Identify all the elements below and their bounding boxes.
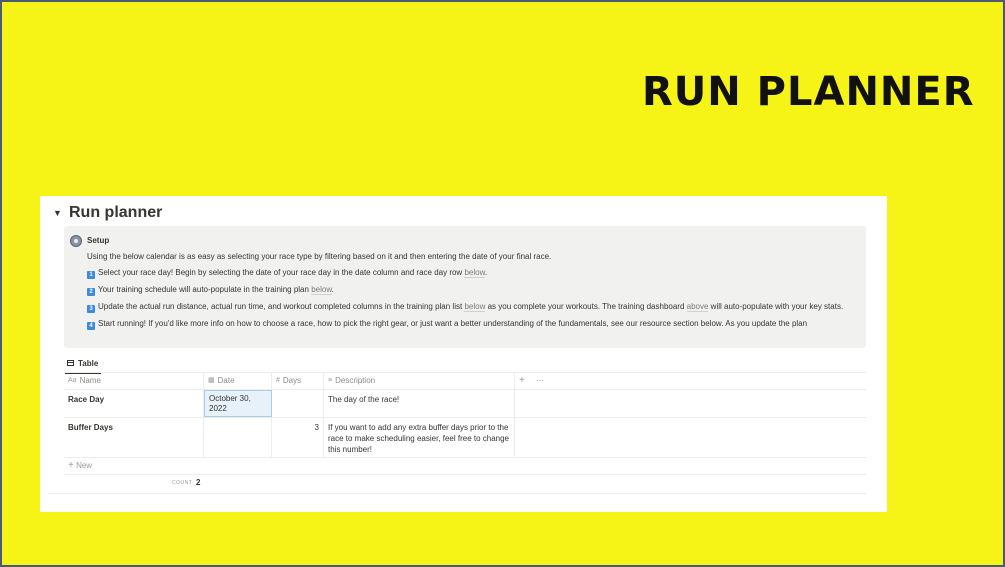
table-icon — [67, 360, 74, 366]
step-2-link[interactable]: below — [311, 285, 332, 294]
row-date-cell[interactable] — [204, 418, 272, 457]
text-property-icon: Aa — [68, 377, 77, 384]
callout-step-2 — [87, 284, 862, 296]
column-label-name: Name — [79, 376, 101, 385]
step-3-mid: as you complete your workouts. The training dashboard — [485, 302, 687, 311]
step-1-link[interactable]: below — [464, 268, 485, 277]
count-label[interactable]: COUNT — [172, 480, 193, 486]
notion-page-card — [40, 196, 887, 512]
column-label-description: Description — [335, 376, 376, 385]
callout-step-1 — [87, 267, 862, 279]
plus-icon: + — [68, 460, 74, 471]
row-days-cell[interactable]: 3 — [272, 418, 324, 457]
step-1-end: . — [484, 268, 488, 277]
row-date-cell-selected[interactable]: October 30, 2022 — [204, 390, 272, 417]
column-header-date[interactable] — [204, 372, 272, 389]
header-actions — [515, 372, 866, 389]
column-label-days: Days — [282, 376, 302, 385]
text-lines-icon: ≡ — [328, 377, 333, 384]
step-2-end: . — [331, 285, 334, 294]
callout-step-3 — [87, 301, 862, 313]
table-row[interactable] — [64, 390, 866, 418]
table-footer — [64, 475, 866, 493]
number-2-icon: 2 — [87, 288, 95, 296]
row-days-cell[interactable] — [272, 390, 324, 417]
database-table — [64, 372, 866, 493]
number-3-icon: 3 — [87, 305, 95, 313]
column-label-date: Date — [217, 376, 235, 385]
bottom-divider — [48, 493, 866, 494]
more-options-icon[interactable]: ··· — [535, 376, 544, 385]
table-row[interactable] — [64, 418, 866, 458]
callout-body — [87, 235, 862, 335]
step-3-end: will auto-populate with your key stats. — [708, 302, 844, 311]
gear-icon — [70, 235, 82, 247]
number-property-icon: # — [276, 377, 280, 384]
toggle-title: Run planner — [69, 204, 163, 221]
number-1-icon: 1 — [87, 271, 95, 279]
column-header-days[interactable] — [272, 372, 324, 389]
callout-step-4 — [87, 318, 862, 330]
add-column-icon[interactable]: + — [519, 375, 525, 386]
new-row-button[interactable] — [64, 458, 866, 475]
step-3-text: Update the actual run distance, actual run time, and workout completed columns in the training plan list — [98, 302, 465, 311]
calendar-icon: ▦ — [208, 377, 215, 384]
step-2-text: Your training schedule will auto-populate in the training plan — [98, 285, 312, 294]
row-name-cell[interactable]: Race Day — [64, 390, 204, 417]
row-name-cell[interactable]: Buffer Days — [64, 418, 204, 457]
step-3-link-below[interactable]: below — [464, 302, 486, 311]
row-description-cell[interactable]: The day of the race! — [324, 390, 515, 417]
toggle-caret-icon[interactable]: ▼ — [53, 208, 62, 218]
step-3-link-above[interactable]: above — [686, 302, 709, 311]
setup-callout — [64, 226, 866, 348]
step-1-text: Select your race day! Begin by selecting the date of your race day in the date column and race day row — [98, 268, 465, 277]
count-value: 2 — [196, 478, 201, 487]
number-4-icon: 4 — [87, 322, 95, 330]
run-planner-toggle[interactable] — [53, 204, 162, 222]
callout-intro: Using the below calendar is as easy as selecting your race type by filtering based on it and then entering the date of your final race. — [87, 252, 552, 261]
headline: RUN PLANNER — [642, 69, 975, 115]
step-4-text: Start running! If you'd like more info on how to choose a race, how to pick the right gear, or just want a better understanding of the fundamentals, see our resource section below. As you update the plan — [98, 319, 808, 328]
tab-label: Table — [78, 358, 99, 368]
column-header-description[interactable] — [324, 372, 515, 389]
callout-heading: Setup — [87, 236, 110, 245]
row-description-cell[interactable]: If you want to add any extra buffer days prior to the race to make scheduling easier, feel free to change this number! — [324, 418, 515, 457]
table-header-row — [64, 372, 866, 390]
new-row-label: New — [76, 461, 93, 470]
column-header-name[interactable] — [64, 372, 204, 389]
